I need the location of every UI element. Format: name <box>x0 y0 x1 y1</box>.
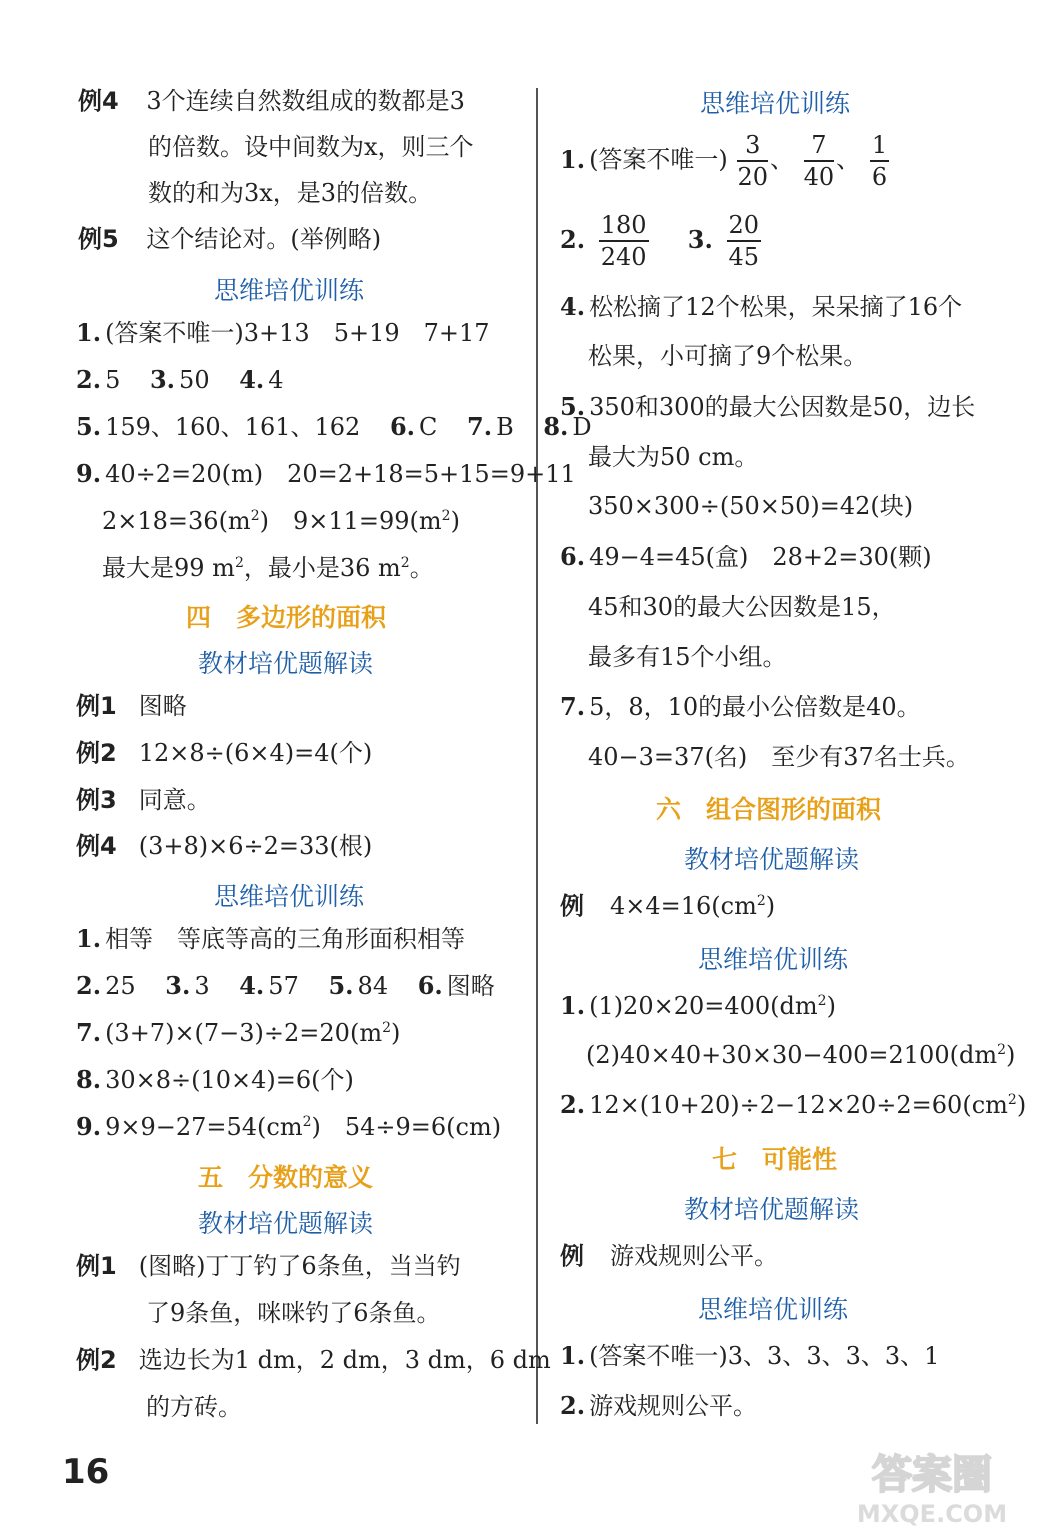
example-row: 例3 同意。 <box>76 786 211 814</box>
chapter-heading: 七 可能性 <box>712 1145 838 1174</box>
chapter-heading: 六 组合图形的面积 <box>656 795 882 824</box>
answer-text: 最多有15个小组。 <box>588 643 787 671</box>
answer-row: 6. 49−4=45(盒) 28+2=30(颗) <box>560 542 932 571</box>
watermark-text: 答案圈 <box>872 1452 992 1498</box>
answer-row: 1. (答案不唯一) $\frac{3}{20}$ 、 $\frac{7}{40}$ 、 $\frac{1}{6}$ <box>560 131 888 191</box>
example-text: 的倍数。设中间数为x，则三个 <box>148 133 474 161</box>
answer-row: 9. $9\times 9-27=54(cm^2)$ 54÷9=6(cm) <box>76 1112 502 1141</box>
fraction: $\frac{3}{20}$ <box>737 131 768 191</box>
answer-row: 4. 松松摘了12个松果，呆呆摘了16个 <box>560 292 963 321</box>
answer-row: 2. 5 3. 50 4. 4 <box>76 365 284 394</box>
example-row: 例4 (3+8)×6÷2=33(根) <box>76 832 373 860</box>
example-text: 的方砖。 <box>146 1393 242 1421</box>
answer-row: 1. $(1)20\times 20=400(dm^2)$ <box>560 991 836 1020</box>
section-heading: 教材培优题解读 <box>684 845 860 874</box>
example-row: 例2 12×8÷(6×4)=4(个) <box>76 739 373 767</box>
example-row: 例1 (图略)丁丁钓了6条鱼，当当钓 <box>76 1252 461 1280</box>
example-text: 3个连续自然数组成的数都是3 <box>146 87 465 115</box>
watermark-logo <box>832 1440 1032 1530</box>
answer-row: 5. 159、160、161、162 6. C 7. B 8. D <box>76 412 592 441</box>
section-heading: 教材培优题解读 <box>684 1195 860 1224</box>
answer-row: 5. 350和300的最大公因数是50，边长 <box>560 392 976 421</box>
fraction: $\frac{1}{6}$ <box>871 131 888 191</box>
example-text: 这个结论对。(举例略) <box>146 225 382 253</box>
section-heading: 教材培优题解读 <box>198 649 374 678</box>
answer-row: 1. (答案不唯一)3+13 5+19 7+17 <box>76 318 490 347</box>
section-heading: 思维培优训练 <box>214 276 365 305</box>
section-heading: 教材培优题解读 <box>198 1209 374 1238</box>
chapter-heading: 五 分数的意义 <box>198 1163 374 1192</box>
fraction: $\frac{7}{40}$ <box>803 131 835 191</box>
example-text: 数的和为3x，是3的倍数。 <box>148 179 433 207</box>
answer-row: 2. 25 3. 3 4. 57 5. 84 6. 图略 <box>76 971 495 1000</box>
answer-text: 45和30的最大公因数是15， <box>588 593 896 621</box>
answer-row: 8. 30×8÷(10×4)=6(个) <box>76 1065 354 1094</box>
example-4 <box>78 86 465 116</box>
answer-row: 7. 5，8，10的最小公倍数是40。 <box>560 692 921 721</box>
answer-row: 1. (答案不唯一)3、3、3、3、3、1 <box>560 1341 940 1370</box>
answer-text: 40−3=37(名) 至少有37名士兵。 <box>588 743 970 771</box>
chapter-heading: 四 多边形的面积 <box>186 603 387 632</box>
fraction: $\frac{20}{45}$ <box>728 211 760 271</box>
page-number: 16 <box>62 1452 110 1492</box>
example-5 <box>78 224 381 254</box>
answer-row: 1. 相等 等底等高的三角形面积相等 <box>76 924 466 953</box>
section-heading: 思维培优训练 <box>698 1295 849 1324</box>
answer-row: 9. 40÷2=20(m) 20=2+18=5+15=9+11 <box>76 459 576 488</box>
section-heading: 思维培优训练 <box>214 882 365 911</box>
example-row: 例1 图略 <box>76 692 187 720</box>
answer-row: 2. 游戏规则公平。 <box>560 1391 758 1420</box>
answer-row: $2\times 18=36(m^2)$ $9\times 11=99(m^2)$ <box>102 507 460 535</box>
example-row: 例2 选边长为1 dm，2 dm，3 dm，6 dm <box>76 1346 551 1374</box>
answer-row: $(2)40\times 40+30\times 30-400=2100(dm^2)$ <box>586 1041 1016 1069</box>
example-label: 例5 <box>78 225 119 253</box>
column-divider <box>536 88 538 1424</box>
section-heading: 思维培优训练 <box>698 945 849 974</box>
example-label: 例4 <box>78 87 119 115</box>
answer-text: 最大为50 cm。 <box>588 443 759 471</box>
section-heading: 思维培优训练 <box>700 89 851 118</box>
answer-text: 350×300÷(50×50)=42(块) <box>588 492 914 520</box>
answer-text: 松果，小可摘了9个松果。 <box>588 342 868 370</box>
answer-row: 2. $\frac{180}{240}$ 3. $\frac{20}{45}$ <box>560 211 760 271</box>
answer-row: 最大是99 $m^2$，最小是36 $m^2$。 <box>102 554 434 582</box>
watermark-url: MXQE.COM <box>856 1500 1008 1528</box>
example-row: 例 $4\times 4=16(cm^2)$ <box>560 892 776 920</box>
answer-row: 7. $(3+7)\times(7-3)\div 2=20(m^2)$ <box>76 1018 401 1047</box>
answer-row: 2. $12\times(10+20)\div 2-12\times 20\div 2=60(cm^2)$ <box>560 1090 1027 1119</box>
fraction: $\frac{180}{240}$ <box>600 211 647 271</box>
example-text: 了9条鱼，咪咪钓了6条鱼。 <box>146 1299 441 1327</box>
example-row: 例 游戏规则公平。 <box>560 1242 778 1270</box>
